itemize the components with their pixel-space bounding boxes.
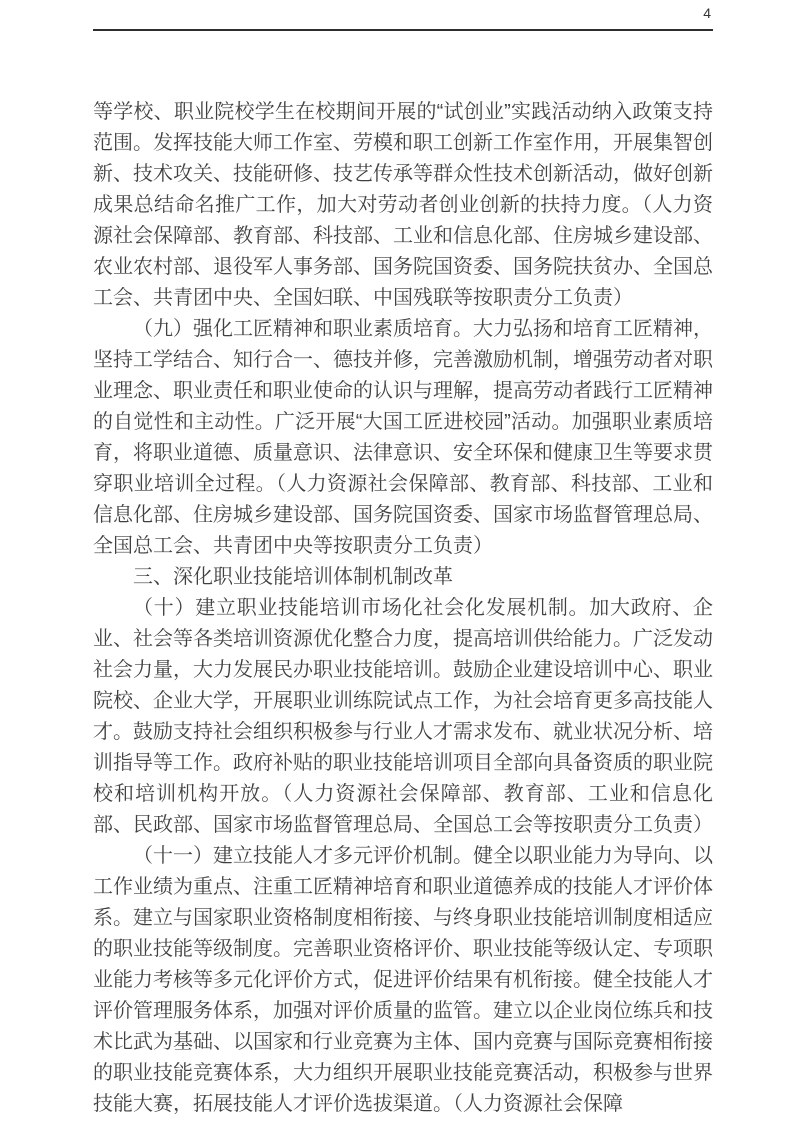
page-header [93, 0, 713, 31]
page-number: 4 [703, 5, 711, 21]
header-rule [93, 29, 713, 31]
section-heading: 三、深化职业技能培训体制机制改革 [133, 566, 453, 588]
paragraph-item-11: （十一）建立技能人才多元评价机制。健全以职业能力为导向、以工作业绩为重点、注重工匠精神培育和职业道德养成的技能人才评价体系。建立与国家职业资格制度相衔接、与终身职业技能培训制度相适应的职业技能等级制度。完善职业资格评价、职业技能等级认定、专项职业能力考核等多元化评价方式，促进评价结果有机衔接。健全技能人才评价管理服务体系，加强对评价质量的监管。建立以企业岗位练兵和技术比武为基础、以国家和行业竞赛为主体、国内竞赛与国际竞赛相衔接的职业技能竞赛体系，大力组织开展职业技能竞赛活动，积极参与世界技能大赛，拓展技能人才评价选拔渠道。（人力资源社会保障 [93, 845, 713, 1115]
paragraph-continuation: 等学校、职业院校学生在校期间开展的“试创业”实践活动纳入政策支持范围。发挥技能大师工作室、劳模和职工创新工作室作用，开展集智创新、技术攻关、技能研修、技艺传承等群众性技术创新活动，做好创新成果总结命名推广工作，加大对劳动者创业创新的扶持力度。（人力资源社会保障部、教育部、科技部、工业和信息化部、住房城乡建设部、农业农村部、退役军人事务部、国务院国资委、国务院扶贫办、全国总工会、共青团中央、全国妇联、中国残联等按职责分工负责） [93, 101, 713, 309]
paragraph-item-10: （十）建立职业技能培训市场化社会化发展机制。加大政府、企业、社会等各类培训资源优化整合力度，提高培训供给能力。广泛发动社会力量，大力发展民办职业技能培训。鼓励企业建设培训中心、职业院校、企业大学，开展职业训练院试点工作，为社会培育更多高技能人才。鼓励支持社会组织积极参与行业人才需求发布、就业状况分析、培训指导等工作。政府补贴的职业技能培训项目全部向具备资质的职业院校和培训机构开放。（人力资源社会保障部、教育部、工业和信息化部、民政部、国家市场监督管理总局、全国总工会等按职责分工负责） [93, 597, 713, 836]
paragraph-item-9: （九）强化工匠精神和职业素质培育。大力弘扬和培育工匠精神，坚持工学结合、知行合一、德技并修，完善激励机制，增强劳动者对职业理念、职业责任和职业使命的认识与理解，提高劳动者践行工匠精神的自觉性和主动性。广泛开展“大国工匠进校园”活动。加强职业素质培育，将职业道德、质量意识、法律意识、安全环保和健康卫生等要求贯穿职业培训全过程。（人力资源社会保障部、教育部、科技部、工业和信息化部、住房城乡建设部、国务院国资委、国家市场监督管理总局、全国总工会、共青团中央等按职责分工负责） [93, 318, 713, 557]
document-body [93, 97, 713, 1120]
